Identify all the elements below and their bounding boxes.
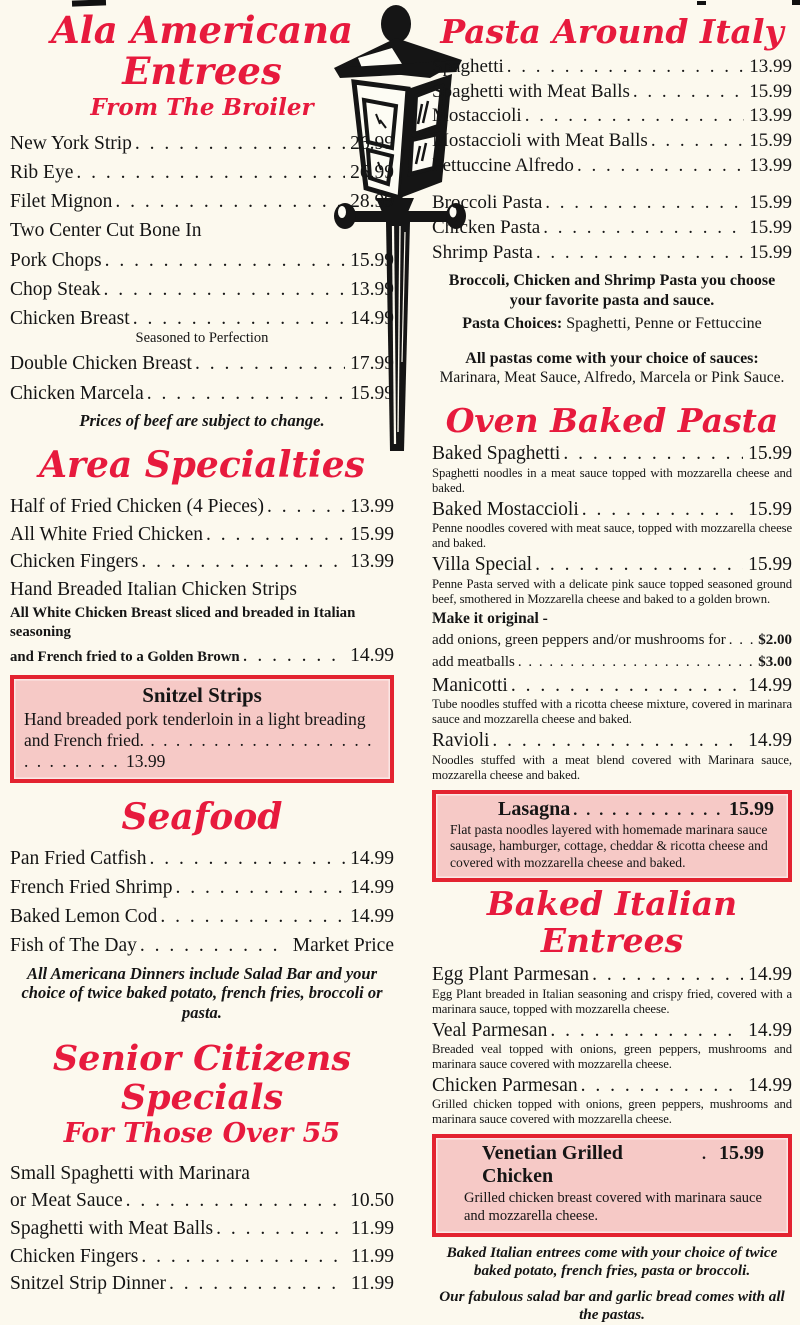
dot-leader — [545, 191, 744, 216]
snitzel-box-desc: Hand breaded pork tenderloin in a light breading and French fried. — [24, 708, 366, 751]
dot-leader — [729, 631, 754, 650]
dot-leader — [592, 964, 743, 986]
section-senior-specials — [10, 1039, 394, 1298]
item-name: Spaghetti with Meat Balls — [432, 80, 630, 102]
section-pasta-around-italy — [432, 14, 792, 387]
section-title-oven-baked-pasta: Oven Baked Pasta — [445, 400, 779, 440]
dot-leader — [525, 104, 745, 129]
menu-item — [432, 104, 792, 129]
dot-leader — [150, 845, 346, 874]
item-price: 28.99 — [350, 191, 394, 213]
left-column — [10, 0, 394, 1298]
item-name: Chicken Marcela — [10, 382, 144, 404]
item-name: Mostaccioli with Meat Balls — [432, 130, 648, 152]
item-name: Baked Lemon Cod — [10, 905, 158, 927]
dot-leader — [518, 653, 753, 672]
item-price: 15.99 — [749, 217, 792, 239]
item-name: Spaghetti — [432, 55, 504, 77]
dot-leader — [573, 802, 724, 820]
dot-leader — [103, 275, 345, 304]
section-title-area-specialties: Area Specialties — [39, 443, 365, 486]
menu-item — [10, 521, 394, 549]
item-name: Baked Spaghetti — [432, 443, 561, 465]
menu-item — [432, 443, 792, 495]
menu-item — [432, 964, 792, 1016]
section-title-seafood: Seafood — [121, 795, 283, 838]
item-price: 14.99 — [748, 1019, 792, 1041]
lasagna-box-desc: Flat pasta noodles layered with homemade marinara sauce sausage, hamburger, cottage, cheddar & ricotta cheese and covered with mozzarella cheese and baked. — [450, 821, 768, 870]
item-price: 17.99 — [350, 353, 394, 375]
item-name: Chop Steak — [10, 278, 101, 300]
item-price: 13.99 — [749, 105, 792, 127]
item-name: Shrimp Pasta — [432, 241, 533, 263]
item-price: 11.99 — [350, 1245, 394, 1267]
item-name: Chicken Fingers — [10, 1245, 139, 1267]
dot-leader — [536, 241, 744, 266]
menu-item — [432, 241, 792, 266]
item-name: Pan Fried Catfish — [10, 848, 147, 870]
item-price: 15.99 — [350, 523, 394, 545]
snitzel-box-price: 13.99 — [126, 751, 166, 772]
pasta-choices-note — [432, 315, 792, 333]
item-name: All White Fried Chicken — [10, 523, 203, 545]
item-description: Egg Plant breaded in Italian seasoning and crispy fried, covered with a marinara sauce, topped with mozzarella cheese. — [432, 986, 792, 1016]
item-price: $3.00 — [758, 653, 792, 670]
item-name: Small Spaghetti with Marinara — [10, 1162, 250, 1184]
item-price: 15.99 — [350, 249, 394, 271]
section-subtitle-broiler: From The Broiler — [90, 93, 314, 121]
dot-leader — [105, 246, 346, 275]
lasagna-box — [432, 790, 792, 883]
lasagna-box-price: 15.99 — [729, 797, 774, 820]
menu-item — [10, 187, 394, 216]
dot-leader — [267, 493, 345, 521]
menu-item — [10, 1243, 394, 1271]
item-price: 14.99 — [748, 674, 792, 696]
seafood-items — [10, 845, 394, 960]
item-description: Penne Pasta served with a delicate pink sauce topped seasoned ground beef, smothered in Mozzarella cheese and baked to a golden brown. — [432, 576, 792, 606]
dot-leader — [243, 643, 345, 669]
menu-item — [10, 349, 394, 378]
dot-leader — [507, 55, 744, 80]
pasta-sauces-text: Marinara, Meat Sauce, Alfredo, Marcela or Pink Sauce. — [439, 369, 785, 387]
dot-leader — [126, 1187, 346, 1215]
item-price: 11.99 — [350, 1273, 394, 1295]
item-name: Snitzel Strip Dinner — [10, 1273, 166, 1295]
item-price: 15.99 — [749, 130, 792, 152]
dot-leader — [563, 443, 743, 465]
scan-artifact — [792, 0, 800, 5]
item-name: add meatballs — [432, 653, 515, 670]
section-baked-italian-entrees — [432, 886, 792, 1325]
menu-item — [432, 216, 792, 241]
item-note: Seasoned to Perfection — [135, 330, 269, 347]
item-name: add onions, green peppers and/or mushrooms for — [432, 632, 726, 649]
item-name: Chicken Parmesan — [432, 1074, 578, 1096]
menu-item — [432, 154, 792, 179]
item-price: 10.50 — [350, 1190, 394, 1212]
menu-item — [10, 304, 394, 347]
item-name: New York Strip — [10, 132, 132, 154]
dot-leader — [76, 158, 345, 187]
item-description: Penne noodles covered with meat sauce, topped with mozzarella cheese and baked. — [432, 521, 792, 551]
item-name: Fish of The Day — [10, 934, 137, 956]
section-title-ala-americana: Ala Americana Entrees — [51, 8, 353, 94]
menu-item — [432, 55, 792, 80]
item-price: 14.99 — [748, 730, 792, 752]
item-price: 15.99 — [748, 498, 792, 520]
menu-item — [432, 554, 792, 606]
dot-leader — [175, 874, 345, 903]
menu-item — [10, 845, 394, 874]
menu-item — [10, 874, 394, 903]
item-name: French Fried Shrimp — [10, 876, 173, 898]
menu-item — [10, 932, 394, 961]
section-oven-baked-pasta — [432, 400, 792, 883]
item-price: 15.99 — [748, 443, 792, 465]
menu-item — [10, 129, 394, 158]
senior-items — [10, 1160, 394, 1298]
menu-item — [10, 643, 394, 669]
menu-item — [432, 191, 792, 216]
menu-item — [10, 1187, 394, 1215]
venetian-box-desc: Grilled chicken breast covered with marinara sauce and mozzarella cheese. — [464, 1190, 762, 1225]
section-subtitle-over-55: For Those Over 55 — [63, 1118, 341, 1150]
item-name: Fettuccine Alfredo — [432, 154, 574, 176]
dot-leader — [141, 1243, 345, 1271]
dot-leader — [535, 554, 743, 576]
dot-leader — [141, 548, 345, 576]
dot-leader — [115, 187, 345, 216]
item-price: 14.99 — [350, 876, 394, 898]
venetian-box-title: Venetian Grilled Chicken — [482, 1142, 623, 1188]
item-name: Broccoli Pasta — [432, 192, 543, 214]
lasagna-box-header — [450, 798, 776, 821]
menu-item — [10, 903, 394, 932]
menu-item — [10, 275, 394, 304]
menu-item — [10, 1215, 394, 1243]
broiler-items — [10, 129, 394, 408]
dot-leader — [543, 216, 744, 241]
dot-leader — [206, 521, 345, 549]
item-price: 13.99 — [749, 154, 792, 176]
right-column — [432, 0, 792, 1325]
dot-leader — [147, 379, 345, 408]
salad-bar-footnote: Our fabulous salad bar and garlic bread comes with all the pastas. — [439, 1287, 785, 1324]
area-items — [10, 493, 394, 669]
menu-item — [10, 379, 394, 408]
item-price: 15.99 — [749, 80, 792, 102]
section-title-baked-italian-entrees: Baked Italian Entrees — [486, 884, 738, 961]
menu-item — [432, 730, 792, 782]
menu-item — [432, 129, 792, 154]
item-price: 13.99 — [350, 278, 394, 300]
oven-items — [432, 443, 792, 782]
lasagna-box-title: Lasagna — [498, 797, 571, 820]
item-name: Manicotti — [432, 674, 508, 696]
menu-item — [10, 216, 394, 245]
item-name: Villa Special — [432, 554, 533, 576]
menu-item — [432, 499, 792, 551]
item-price: 14.99 — [350, 644, 394, 666]
menu-item — [10, 576, 394, 604]
item-description: Noodles stuffed with a meat blend covered with Marinara sauce, mozzarella cheese and baked. — [432, 752, 792, 782]
item-price: 14.99 — [748, 1074, 792, 1096]
pasta-items — [432, 55, 792, 266]
item-description: Breaded veal topped with onions, green peppers, mushrooms and marinara sauce covered with mozzarella cheese. — [432, 1041, 792, 1071]
snitzel-strips-box — [10, 675, 394, 782]
item-name: Half of Fried Chicken (4 Pieces) — [10, 495, 264, 517]
menu-item — [10, 493, 394, 521]
item-name: Hand Breaded Italian Chicken Strips — [10, 578, 298, 600]
item-name: Mostaccioli — [432, 105, 522, 127]
menu-item — [432, 1075, 792, 1127]
dot-leader — [581, 1075, 743, 1097]
item-name: Double Chicken Breast — [10, 353, 192, 375]
dot-leader — [633, 80, 744, 105]
menu-item — [432, 653, 792, 672]
dot-leader — [135, 129, 345, 158]
item-price: 26.99 — [350, 161, 394, 183]
item-name: Chicken Pasta — [432, 217, 541, 239]
dot-leader — [582, 499, 743, 521]
dot-leader — [651, 129, 744, 154]
menu-item — [432, 675, 792, 727]
item-price: 13.99 — [350, 495, 394, 517]
dot-leader — [511, 675, 743, 697]
item-name: Chicken Breast — [10, 308, 130, 330]
baked-italian-footnote: Baked Italian entrees come with your choice of twice baked potato, french fries, pasta or broccoli. — [446, 1243, 778, 1280]
pasta-choices-label: Pasta Choices: — [462, 314, 563, 332]
venetian-chicken-box — [432, 1134, 792, 1236]
section-title-pasta-around-italy: Pasta Around Italy — [440, 12, 784, 51]
item-name: Baked Mostaccioli — [432, 498, 579, 520]
menu-item — [10, 158, 394, 187]
menu-item — [10, 246, 394, 275]
item-name: Egg Plant Parmesan — [432, 964, 590, 986]
dot-leader — [140, 932, 288, 961]
item-price: 14.99 — [350, 308, 394, 330]
item-price: 15.99 — [749, 192, 792, 214]
dot-leader — [169, 1270, 346, 1298]
dot-leader — [195, 349, 345, 378]
venetian-box-header — [450, 1142, 774, 1188]
item-price: Market Price — [292, 934, 394, 956]
section-title-senior-specials: Senior Citizens Specials — [52, 1037, 352, 1119]
item-name: Spaghetti with Meat Balls — [10, 1217, 214, 1239]
item-name: Pork Chops — [10, 249, 102, 271]
menu-item — [432, 610, 792, 629]
item-price: 14.99 — [350, 905, 394, 927]
pasta-sauces-label: All pastas come with your choice of sauces: — [465, 349, 759, 367]
menu-item — [432, 80, 792, 105]
item-price: 13.99 — [350, 551, 394, 573]
menu-item — [10, 1270, 394, 1298]
item-name: Filet Mignon — [10, 191, 113, 213]
dot-leader — [492, 730, 743, 752]
item-name: or Meat Sauce — [10, 1190, 123, 1212]
item-description: Spaghetti noodles in a meat sauce topped with mozzarella cheese and baked. — [432, 465, 792, 495]
item-name: Veal Parmesan — [432, 1019, 548, 1041]
item-name: Chicken Fingers — [10, 551, 139, 573]
baked-italian-items — [432, 964, 792, 1127]
item-price: $2.00 — [758, 632, 792, 649]
section-seafood — [10, 797, 394, 1023]
item-name: All White Chicken Breast sliced and breaded in Italian seasoning — [10, 604, 356, 641]
section-ala-americana — [10, 10, 394, 431]
menu-item — [432, 631, 792, 650]
item-price: 14.99 — [350, 848, 394, 870]
dot-leader — [160, 903, 345, 932]
item-price: 15.99 — [350, 382, 394, 404]
item-price: 15.99 — [748, 554, 792, 576]
item-name: Rib Eye — [10, 161, 74, 183]
menu-item — [10, 548, 394, 576]
item-description: Tube noodles stuffed with a ricotta cheese mixture, covered in marinara sauce and mozzarella cheese and baked. — [432, 697, 792, 727]
snitzel-box-body — [24, 709, 380, 773]
item-name: Two Center Cut Bone In — [10, 220, 202, 242]
menu-item — [10, 1160, 394, 1188]
item-price: 26.99 — [350, 132, 394, 154]
beef-price-footnote: Prices of beef are subject to change. — [79, 410, 325, 430]
item-description: Grilled chicken topped with onions, green peppers, mushrooms and marinara sauce covered with mozzarella cheese. — [432, 1097, 792, 1127]
americana-dinners-footnote: All Americana Dinners include Salad Bar and your choice of twice baked potato, french fries, broccoli or pasta. — [21, 963, 383, 1023]
snitzel-box-title: Snitzel Strips — [142, 683, 262, 708]
venetian-box-price: 15.99 — [719, 1142, 764, 1165]
menu-item — [432, 1020, 792, 1072]
pasta-choose-note: Broccoli, Chicken and Shrimp Pasta you choose your favorite pasta and sauce. — [448, 272, 776, 309]
menu-item — [10, 604, 394, 643]
section-area-specialties — [10, 445, 394, 783]
dot-leader — [702, 1146, 714, 1164]
item-name: Ravioli — [432, 730, 490, 752]
item-price: 13.99 — [749, 55, 792, 77]
dot-leader — [550, 1020, 743, 1042]
item-price: 15.99 — [749, 241, 792, 263]
dot-leader — [133, 304, 345, 333]
item-name: and French fried to a Golden Brown — [10, 648, 240, 665]
pasta-choices-text: Spaghetti, Penne or Fettuccine — [562, 314, 762, 332]
item-price: 11.99 — [350, 1217, 394, 1239]
dot-leader — [216, 1215, 346, 1243]
dot-leader — [577, 154, 744, 179]
item-price: 14.99 — [748, 964, 792, 986]
item-name: Make it original - — [432, 609, 548, 627]
